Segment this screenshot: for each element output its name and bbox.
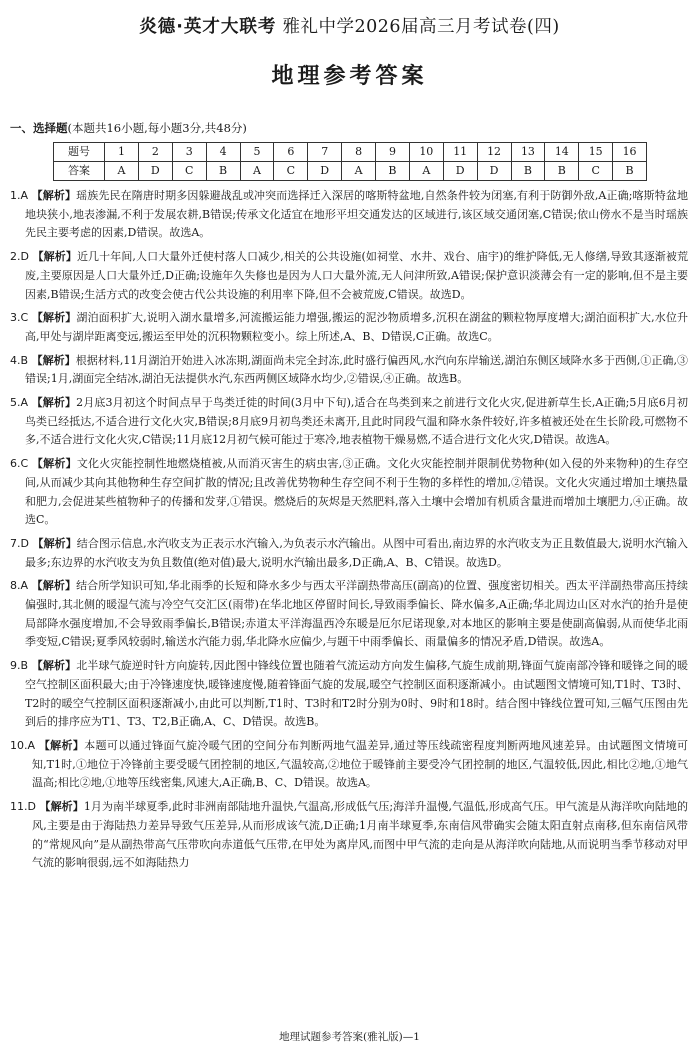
page-title: 地理参考答案	[271, 64, 428, 89]
question-number: 7	[308, 143, 342, 162]
question-number: 2	[138, 143, 172, 162]
question-number: 16	[613, 143, 647, 162]
question-number: 1	[105, 143, 139, 162]
answer-cell: D	[138, 162, 172, 181]
question-number: 15	[579, 143, 613, 162]
item-number: 2.D	[10, 250, 29, 264]
answer-cell: C	[579, 162, 613, 181]
explanation-text: 2月底3月初这个时间点早于鸟类迁徙的时间(3月中下旬),适合在鸟类到来之前进行文化火灾,促进新草生长,A正确;5月底6月初鸟类已经抵达,不适合进行文化火灾,B错误;8月底9月初鸟类还未离开,且此时同段气温和降水条件较好,许多植被还处在生长阶段,可燃物不多,不适合进行文化火灾,C错误;11月底12月初气候可能过于寒冷,地表植物干燥易燃,不适合进行文化火灾,D错误。故选A。	[25, 396, 688, 447]
explanation-item	[10, 394, 688, 450]
item-number: 4.B	[10, 353, 29, 367]
item-number: 10.A	[10, 738, 36, 752]
row-label-answer: 答案	[54, 162, 105, 181]
analysis-tag: 【解析】	[39, 800, 84, 814]
exam-header	[0, 14, 699, 40]
explanation-text: 结合图示信息,水汽收支为正表示水汽输入,为负表示水汽输出。从图中可看出,南边界的水汽收支为正且数值最大,说明水汽输入最多;东边界的水汽收支为负且数值(绝对值)最大,说明水汽输出最多,D正确,A、B、C错误。故选D。	[25, 536, 689, 569]
item-number: 7.D	[10, 536, 29, 550]
brand-name: 炎德·英才大联考	[139, 17, 277, 37]
explanation-item	[10, 737, 688, 793]
explanation-text: 本题可以通过锋面气旋冷暖气团的空间分布判断两地气温差异,通过等压线疏密程度判断两地风速差异。由试题图文情境可知,T1时,①地位于冷锋前主要受暖气团控制的地区,气温较高,②地位于暖锋前主要受冷气团控制的地区,气温较低,因此,相比②地,①地气温高;相比②地,①地等压线密集,风速大,A正确,B、C、D错误。故选A。	[32, 738, 688, 790]
explanation-item	[10, 657, 688, 732]
explanation-list	[10, 187, 688, 878]
analysis-tag: 【解析】	[31, 353, 76, 367]
item-number: 1.A	[10, 189, 29, 202]
question-number: 9	[376, 143, 410, 162]
answer-cell: B	[511, 162, 545, 181]
question-number: 3	[172, 143, 206, 162]
question-number-row	[54, 143, 647, 162]
question-number: 8	[342, 143, 376, 162]
answer-cell: C	[274, 162, 308, 181]
explanation-text: 瑶族先民在隋唐时期多因躲避战乱或冲突而选择迁入深居的喀斯特盆地,自然条件较为闭塞,有利于防御外敌,A正确;喀斯特盆地地块狭小,地表渗漏,不利于发展农耕,B错误;传承文化适宜在地形平坦交通发达的区域进行,该区域交通闭塞,C错误;依山傍水不是当时瑶族先民主要考虑的因素,D错误。故选A。	[25, 189, 689, 240]
analysis-tag: 【解析】	[31, 457, 77, 471]
answer-cell: B	[376, 162, 410, 181]
explanation-item	[10, 535, 688, 572]
analysis-tag: 【解析】	[31, 579, 77, 593]
explanation-text: 文化火灾能控制性地燃烧植被,从而消灭害生的病虫害,③正确。文化火灾能控制并限制优势物种(如入侵的外来物种)的生存空间,从而减少其向其他物种生存空间扩散的情况;且改善优势物种生存空间不利于生物的多样性的增加,②错误。文化火灾通过增加土壤热量和肥力,会促进某些植物种子的传播和发芽,①错误。燃烧后的灰烬是天然肥料,落入土壤中会增加有机质含量进而增加土壤肥力,④正确。故选C。	[25, 457, 689, 527]
analysis-tag: 【解析】	[38, 738, 85, 752]
explanation-text: 北半球气旋逆时针方向旋转,因此图中锋线位置也随着气流运动方向发生偏移,气旋生成前期,锋面气旋南部冷锋和暖锋之间的暖空气控制区面积最大;由于冷锋速度快,暖锋速度慢,随着锋面气旋的发展,暖空气控制区面积逐渐减小。由试题图文情境可知,T1时、T3时、T2时的暖空气控制区面积逐渐减小,由此可以判断,T1时、T3时和T2时分别为0时、9时和18时。结合图中锋线位置可知,三幅气压图由先到后的排序应为T1、T3、T2,B正确,A、C、D错误。故选B。	[25, 659, 689, 729]
row-label-number: 题号	[54, 143, 105, 162]
answer-cell: D	[477, 162, 511, 181]
answer-cell: B	[613, 162, 647, 181]
question-number: 14	[545, 143, 579, 162]
question-number: 5	[240, 143, 274, 162]
explanation-item	[10, 248, 688, 304]
explanation-text: 近几十年间,人口大量外迁使村落人口减少,相关的公共设施(如祠堂、水井、戏台、庙宇)的维护降低,无人修缮,导致其逐渐被荒废,主要原因是人口大量外迁,D正确;设施年久失修也是因为人口大量外流,无人问津所致,A错误;保护意识淡薄会有一定的影响,但不是主要因素,B错误;生活方式的改变会使古代公共设施的利用率下降,但不会被荒废,C错误。故选D。	[25, 250, 688, 301]
analysis-tag: 【解析】	[31, 396, 77, 410]
item-number: 9.B	[10, 659, 29, 673]
question-number: 12	[477, 143, 511, 162]
item-number: 11.D	[10, 800, 36, 814]
answer-cell: A	[342, 162, 376, 181]
section-label: 一、选择题	[10, 121, 68, 135]
answer-row	[54, 162, 647, 181]
item-number: 5.A	[10, 396, 29, 410]
question-number: 4	[206, 143, 240, 162]
item-number: 8.A	[10, 579, 29, 593]
question-number: 10	[409, 143, 443, 162]
analysis-tag: 【解析】	[32, 536, 77, 550]
explanation-item	[10, 798, 688, 873]
answer-cell: A	[240, 162, 274, 181]
answer-cell: D	[308, 162, 342, 181]
question-number: 6	[274, 143, 308, 162]
section-note: (本题共16小题,每小题3分,共48分)	[67, 121, 247, 135]
explanation-item	[10, 187, 688, 243]
explanation-item	[10, 352, 688, 389]
explanation-item	[10, 455, 688, 530]
answer-cell: A	[409, 162, 443, 181]
answer-table	[53, 142, 647, 181]
section-heading	[10, 120, 247, 136]
analysis-tag: 【解析】	[31, 659, 77, 673]
explanation-item	[10, 309, 688, 346]
question-number: 13	[511, 143, 545, 162]
answer-cell: A	[105, 162, 139, 181]
answer-cell: C	[172, 162, 206, 181]
answer-cell: B	[545, 162, 579, 181]
analysis-tag: 【解析】	[31, 311, 77, 325]
analysis-tag: 【解析】	[32, 250, 77, 264]
exam-title: 雅礼中学2026届高三月考试卷(四)	[282, 17, 560, 37]
item-number: 3.C	[10, 311, 29, 325]
page-footer: 地理试题参考答案(雅礼版)—1	[279, 1031, 420, 1043]
item-number: 6.C	[10, 457, 29, 471]
explanation-item	[10, 577, 688, 652]
answer-cell: D	[443, 162, 477, 181]
answer-cell: B	[206, 162, 240, 181]
explanation-text: 湖泊面积扩大,说明入湖水量增多,河流搬运能力增强,搬运的泥沙物质增多,沉积在湖盆的颗粒物厚度增大;湖泊面积扩大,水位升高,甲处与湖岸距离变远,搬运至甲处的沉积物颗粒变小。综上所述,A、B、D错误,C正确。故选C。	[25, 311, 689, 343]
explanation-text: 结合所学知识可知,华北雨季的长短和降水多少与西太平洋副热带高压(副高)的位置、强度密切相关。西太平洋副热带高压持续偏强时,其北侧的暖湿气流与冷空气交汇区(雨带)在华北地区停留时间长,导致雨季偏长、降水偏多,A正确;华北周边山区对水汽的抬升是使局部降水强度增加,不会导致雨季偏长,B错误;赤道太平洋海温西冷东暖是厄尔尼诺现象,对本地区的影响主要是使副高偏弱,从而使华北雨季变短,C错误;夏季风较弱时,输送水汽能力弱,华北降水应偏少,与题干中雨季偏长、雨量偏多的情况矛盾,D错误。故选A。	[25, 579, 689, 649]
analysis-tag: 【解析】	[31, 189, 77, 202]
question-number: 11	[443, 143, 477, 162]
explanation-text: 根据材料,11月湖泊开始进入冰冻期,湖面尚未完全封冻,此时盛行偏西风,水汽向东岸输送,湖泊东侧区域降水多于西侧,①正确,③错误;1月,湖面完全结冰,湖泊无法提供水汽,东西两侧区域降水均少,②错误,④正确。故选B。	[25, 353, 688, 386]
explanation-text: 1月为南半球夏季,此时非洲南部陆地升温快,气温高,形成低气压;海洋升温慢,气温低,形成高气压。甲气流是从海洋吹向陆地的风,主要是由于海陆热力差异导致气压差异,从而形成该气流,D正确;1月南半球夏季,东南信风带确实会随太阳直射点南移,但东南信风带的“常规风向”是从副热带高气压带吹向赤道低气压带,在甲处为离岸风,而图中甲气流的走向是从海洋吹向陆地,从而说明当季节移动对甲气流的影响很弱,远不如海陆热力	[32, 800, 689, 870]
